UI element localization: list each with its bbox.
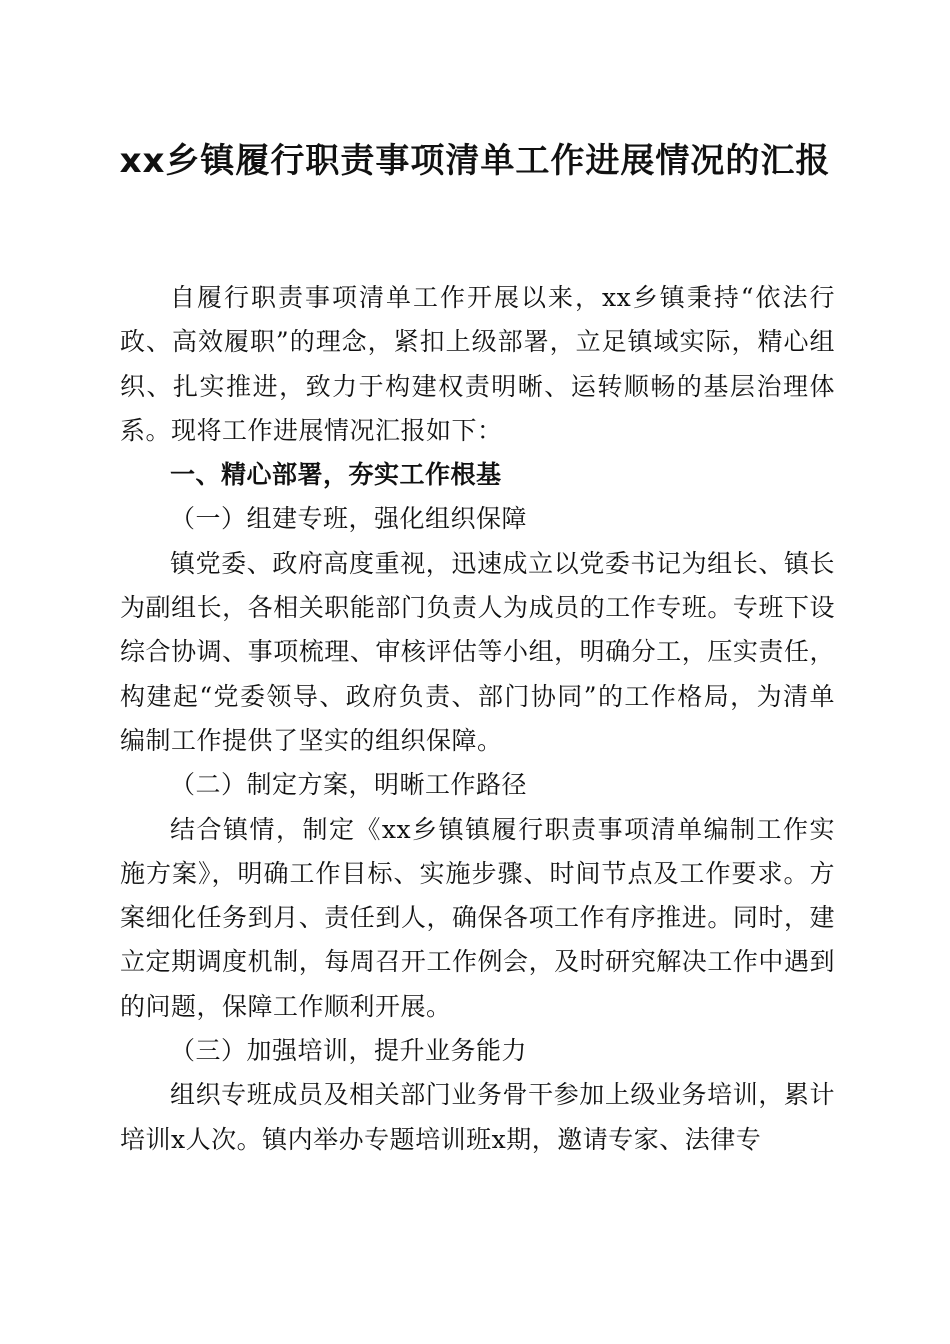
document-body [120, 276, 835, 1162]
section-heading-1: 一、精心部署，夯实工作根基 [170, 460, 502, 490]
document-title: xx乡镇履行职责事项清单工作进展情况的汇报 [119, 141, 831, 181]
body-paragraph-1: 镇党委、政府高度重视，迅速成立以党委书记为组长、镇长为副组长，各相关职能部门负责人为成员的工作专班。专班下设综合协调、事项梳理、审核评估等小组，明确分工，压实责任，构建起“党委领导、政府负责、部门协同”的工作格局，为清单编制工作提供了坚实的组织保障。 [120, 548, 835, 755]
body-paragraph-2: 结合镇情，制定《xx乡镇镇履行职责事项清单编制工作实施方案》，明确工作目标、实施步骤、时间节点及工作要求。方案细化任务到月、责任到人，确保各项工作有序推进。同时，建立定期调度机制，每周召开工作例会，及时研究解决工作中遇到的问题，保障工作顺利开展。 [120, 814, 835, 1021]
subsection-heading-1: （一）组建专班，强化组织保障 [170, 504, 528, 534]
subsection-heading-3: （三）加强培训，提升业务能力 [170, 1036, 528, 1066]
body-paragraph-3: 组织专班成员及相关部门业务骨干参加上级业务培训，累计培训x人次。镇内举办专题培训班x期，邀请专家、法律专 [120, 1080, 835, 1154]
subsection-heading-2: （二）制定方案，明晰工作路径 [170, 770, 528, 800]
intro-paragraph: 自履行职责事项清单工作开展以来，xx乡镇秉持“依法行政、高效履职”的理念，紧扣上级部署，立足镇域实际，精心组织、扎实推进，致力于构建权责明晰、运转顺畅的基层治理体系。现将工作进展情况汇报如下： [120, 283, 835, 445]
